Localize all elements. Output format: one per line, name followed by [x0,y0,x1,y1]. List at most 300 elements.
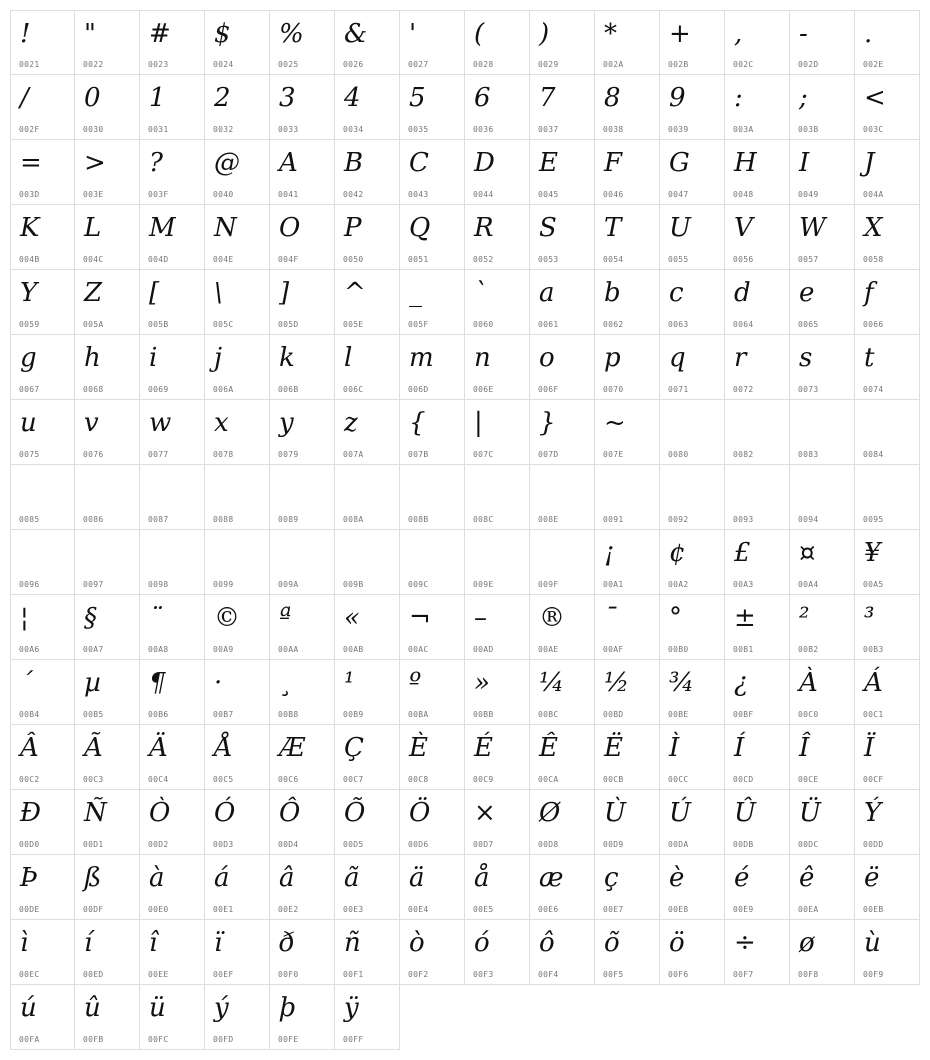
glyph-sample: } [539,408,556,438]
glyph-code-label: 00DE [19,905,40,914]
glyph-cell [270,530,335,595]
glyph-cell [335,465,400,530]
glyph-cell [660,75,725,140]
glyph-code-label: 0021 [19,60,40,69]
glyph-cell [855,75,920,140]
glyph-sample: K [20,213,40,243]
glyph-sample: ñ [344,928,361,958]
glyph-code-label: 003B [798,125,819,134]
glyph-code-label: 0053 [538,255,559,264]
glyph-sample: x [214,408,229,438]
glyph-sample: + [669,19,691,49]
glyph-sample: ª [279,603,292,633]
glyph-sample: ¢ [669,538,686,568]
glyph-sample: ç [604,863,619,893]
glyph-code-label: 00D0 [19,840,40,849]
glyph-sample: ¦ [20,603,29,633]
glyph-cell [660,400,725,465]
glyph-cell [335,660,400,725]
glyph-cell [595,920,660,985]
glyph-cell [10,205,75,270]
glyph-cell [855,10,920,75]
glyph-sample: õ [604,928,620,958]
glyph-code-label: 0040 [213,190,234,199]
glyph-cell [465,725,530,790]
glyph-cell [270,465,335,530]
glyph-sample: Ô [279,798,301,828]
glyph-sample: < [864,83,886,113]
glyph-sample: Z [84,278,103,308]
glyph-sample: Ý [864,798,882,828]
glyph-cell [75,205,140,270]
glyph-sample: î [149,928,158,958]
glyph-sample: Ü [799,798,821,828]
glyph-cell [465,855,530,920]
glyph-cell [725,530,790,595]
glyph-sample: J [864,148,875,178]
glyph-code-label: 00EF [213,970,234,979]
glyph-cell [595,725,660,790]
glyph-cell [725,140,790,205]
glyph-cell [595,465,660,530]
glyph-code-label: 007C [473,450,494,459]
glyph-sample: j [214,343,223,373]
glyph-code-label: 0027 [408,60,429,69]
glyph-sample: ú [20,993,37,1023]
glyph-cell [205,985,270,1050]
glyph-cell [75,75,140,140]
glyph-sample: Õ [344,798,366,828]
glyph-code-label: 0049 [798,190,819,199]
glyph-code-label: 00F6 [668,970,689,979]
glyph-cell [270,855,335,920]
glyph-cell [10,75,75,140]
glyph-cell [10,985,75,1050]
glyph-code-label: 00FF [343,1035,364,1044]
glyph-cell [465,790,530,855]
glyph-code-label: 00F1 [343,970,364,979]
glyph-sample: w [149,408,172,438]
glyph-cell [140,660,205,725]
glyph-cell [270,595,335,660]
glyph-sample: Ç [344,733,364,763]
glyph-cell [10,855,75,920]
glyph-sample: c [669,278,684,308]
glyph-code-label: 0030 [83,125,104,134]
glyph-cell [400,205,465,270]
glyph-sample: á [214,863,230,893]
glyph-sample: í [84,928,93,958]
glyph-sample: ë [864,863,880,893]
glyph-cell [140,465,205,530]
glyph-code-label: 0072 [733,385,754,394]
glyph-code-label: 0025 [278,60,299,69]
glyph-cell [335,10,400,75]
glyph-cell [140,920,205,985]
glyph-code-label: 00E4 [408,905,429,914]
glyph-cell [270,660,335,725]
glyph-sample: ( [474,19,485,49]
glyph-cell [725,270,790,335]
glyph-code-label: 0085 [19,515,40,524]
glyph-cell [790,855,855,920]
glyph-code-label: 0043 [408,190,429,199]
glyph-code-label: 00F8 [798,970,819,979]
glyph-code-label: 00CF [863,775,884,784]
glyph-sample: Ï [864,733,875,763]
glyph-cell [855,725,920,790]
glyph-code-label: 00F0 [278,970,299,979]
glyph-code-label: 0036 [473,125,494,134]
glyph-code-label: 003F [148,190,169,199]
glyph-code-label: 0033 [278,125,299,134]
glyph-sample: Å [214,733,233,763]
glyph-code-label: 0052 [473,255,494,264]
glyph-cell [790,400,855,465]
glyph-cell [660,335,725,400]
glyph-cell [725,400,790,465]
glyph-cell [335,920,400,985]
glyph-cell [400,75,465,140]
glyph-sample: ¾ [669,668,695,698]
glyph-code-label: 00CE [798,775,819,784]
glyph-code-label: 00AA [278,645,299,654]
glyph-sample: E [539,148,558,178]
glyph-code-label: 0055 [668,255,689,264]
glyph-sample: v [84,408,99,438]
glyph-sample: à [149,863,165,893]
glyph-cell [75,465,140,530]
glyph-sample: ï [214,928,223,958]
glyph-cell [205,400,270,465]
glyph-code-label: 0061 [538,320,559,329]
glyph-code-label: 00BD [603,710,624,719]
glyph-sample: P [344,213,362,243]
glyph-cell [465,530,530,595]
glyph-code-label: 003E [83,190,104,199]
glyph-code-label: 005B [148,320,169,329]
glyph-code-label: 00A3 [733,580,754,589]
glyph-sample: u [20,408,37,438]
glyph-sample: h [84,343,101,373]
glyph-code-label: 0080 [668,450,689,459]
glyph-code-label: 00AD [473,645,494,654]
glyph-code-label: 00D6 [408,840,429,849]
glyph-code-label: 005C [213,320,234,329]
glyph-code-label: 009C [408,580,429,589]
glyph-sample: 0 [84,83,101,113]
glyph-code-label: 007D [538,450,559,459]
glyph-cell [140,790,205,855]
glyph-cell [465,595,530,660]
glyph-cell [400,855,465,920]
glyph-cell [790,465,855,530]
glyph-sample: U [669,213,691,243]
glyph-code-label: 0038 [603,125,624,134]
glyph-cell [530,140,595,205]
glyph-code-label: 00FE [278,1035,299,1044]
glyph-sample: ø [799,928,815,958]
glyph-cell [140,335,205,400]
glyph-code-label: 004F [278,255,299,264]
glyph-sample: Ø [539,798,561,828]
glyph-code-label: 00A1 [603,580,624,589]
glyph-sample: Ù [604,798,626,828]
glyph-sample: b [604,278,621,308]
glyph-sample: e [799,278,815,308]
glyph-cell [140,205,205,270]
glyph-cell [10,530,75,595]
glyph-code-label: 0093 [733,515,754,524]
glyph-cell [140,75,205,140]
glyph-cell [140,985,205,1050]
glyph-sample: ¿ [734,668,748,698]
glyph-sample: 5 [409,83,426,113]
glyph-code-label: 002C [733,60,754,69]
glyph-cell [725,790,790,855]
glyph-cell [530,270,595,335]
glyph-sample: ' [409,19,417,49]
glyph-cell [725,920,790,985]
glyph-sample: T [604,213,622,243]
glyph-sample: ä [409,863,425,893]
glyph-code-label: 00E8 [668,905,689,914]
glyph-code-label: 00B1 [733,645,754,654]
glyph-cell [530,725,595,790]
glyph-cell [465,335,530,400]
glyph-sample: ¯ [604,603,617,633]
glyph-sample: M [149,213,176,243]
glyph-sample: 1 [149,83,166,113]
glyph-cell [335,140,400,205]
glyph-cell [75,10,140,75]
glyph-code-label: 008E [538,515,559,524]
glyph-cell [530,530,595,595]
glyph-cell [75,400,140,465]
glyph-code-label: 006C [343,385,364,394]
glyph-sample: z [344,408,358,438]
glyph-cell [270,790,335,855]
glyph-cell [855,205,920,270]
glyph-code-label: 00B6 [148,710,169,719]
glyph-cell [465,140,530,205]
glyph-code-label: 006E [473,385,494,394]
glyph-cell [530,660,595,725]
glyph-cell [335,790,400,855]
glyph-sample: ¹ [344,668,355,698]
glyph-cell [725,205,790,270]
glyph-cell [400,660,465,725]
glyph-code-label: 00C9 [473,775,494,784]
glyph-cell [140,400,205,465]
glyph-sample: ^ [344,278,366,308]
glyph-cell [855,855,920,920]
glyph-sample: m [409,343,434,373]
glyph-cell [660,790,725,855]
glyph-code-label: 00B5 [83,710,104,719]
glyph-code-label: 005D [278,320,299,329]
glyph-code-label: 00B0 [668,645,689,654]
glyph-cell [855,465,920,530]
glyph-sample: 3 [279,83,296,113]
glyph-code-label: 006F [538,385,559,394]
glyph-code-label: 0087 [148,515,169,524]
glyph-code-label: 0041 [278,190,299,199]
glyph-sample: F [604,148,623,178]
glyph-code-label: 004E [213,255,234,264]
glyph-code-label: 00CB [603,775,624,784]
glyph-code-label: 00C2 [19,775,40,784]
glyph-code-label: 00FB [83,1035,104,1044]
glyph-cell [75,140,140,205]
glyph-cell [530,335,595,400]
glyph-code-label: 00EC [19,970,40,979]
glyph-cell [595,400,660,465]
glyph-cell [270,75,335,140]
glyph-sample: ° [669,603,682,633]
glyph-cell [595,140,660,205]
glyph-cell [790,595,855,660]
glyph-sample: ~ [604,408,626,438]
glyph-cell [855,400,920,465]
glyph-code-label: 00BB [473,710,494,719]
glyph-code-label: 007A [343,450,364,459]
glyph-cell [270,205,335,270]
glyph-code-label: 0099 [213,580,234,589]
glyph-sample: Ó [214,798,236,828]
glyph-sample: * [604,19,617,49]
glyph-cell [725,75,790,140]
glyph-code-label: 0077 [148,450,169,459]
glyph-sample: 9 [669,83,686,113]
glyph-sample: â [279,863,295,893]
glyph-sample: è [669,863,685,893]
glyph-code-label: 00E0 [148,905,169,914]
glyph-sample: y [279,408,294,438]
glyph-cell [400,270,465,335]
glyph-code-label: 00D5 [343,840,364,849]
glyph-cell [855,270,920,335]
glyph-code-label: 0074 [863,385,884,394]
glyph-sample: ß [84,863,102,893]
glyph-cell [530,595,595,660]
glyph-cell [595,530,660,595]
glyph-code-label: 00D1 [83,840,104,849]
glyph-cell [790,660,855,725]
glyph-cell [465,660,530,725]
glyph-code-label: 0029 [538,60,559,69]
glyph-cell [790,205,855,270]
glyph-sample: æ [539,863,564,893]
glyph-cell [205,660,270,725]
glyph-code-label: 002D [798,60,819,69]
glyph-sample: Ú [669,798,691,828]
glyph-sample: 2 [214,83,231,113]
glyph-code-label: 005F [408,320,429,329]
glyph-sample: ô [539,928,555,958]
glyph-code-label: 00A7 [83,645,104,654]
glyph-code-label: 00F2 [408,970,429,979]
glyph-code-label: 003A [733,125,754,134]
glyph-sample: Ê [539,733,558,763]
glyph-code-label: 00D2 [148,840,169,849]
glyph-code-label: 002A [603,60,624,69]
glyph-sample: _ [409,278,422,308]
glyph-cell [790,725,855,790]
glyph-sample: f [864,278,874,308]
glyph-sample: ¥ [864,538,881,568]
glyph-cell [530,400,595,465]
glyph-code-label: 00B2 [798,645,819,654]
glyph-code-label: 008C [473,515,494,524]
glyph-code-label: 0023 [148,60,169,69]
glyph-cell [400,530,465,595]
glyph-cell [270,140,335,205]
glyph-sample: Á [864,668,883,698]
glyph-code-label: 0060 [473,320,494,329]
glyph-code-label: 00E7 [603,905,624,914]
glyph-sample: { [409,408,426,438]
glyph-code-label: 0054 [603,255,624,264]
glyph-sample: 7 [539,83,556,113]
glyph-grid [10,10,920,1050]
glyph-code-label: 0034 [343,125,364,134]
glyph-sample: ² [799,603,810,633]
glyph-code-label: 004A [863,190,884,199]
glyph-code-label: 0086 [83,515,104,524]
glyph-cell [10,10,75,75]
glyph-sample: I [799,148,810,178]
glyph-cell [270,270,335,335]
glyph-code-label: 0064 [733,320,754,329]
glyph-sample: S [539,213,557,243]
glyph-code-label: 004B [19,255,40,264]
glyph-sample: ½ [604,668,630,698]
glyph-cell [530,75,595,140]
glyph-cell [75,530,140,595]
glyph-code-label: 0083 [798,450,819,459]
glyph-code-label: 00BF [733,710,754,719]
glyph-code-label: 00B8 [278,710,299,719]
glyph-code-label: 002E [863,60,884,69]
glyph-sample: s [799,343,813,373]
glyph-sample: µ [84,668,101,698]
glyph-cell [660,660,725,725]
glyph-cell [465,205,530,270]
glyph-cell [10,595,75,660]
glyph-code-label: 0069 [148,385,169,394]
glyph-cell [725,335,790,400]
glyph-code-label: 0035 [408,125,429,134]
glyph-cell [335,985,400,1050]
glyph-code-label: 00C7 [343,775,364,784]
glyph-code-label: 007B [408,450,429,459]
glyph-code-label: 0075 [19,450,40,459]
glyph-code-label: 0076 [83,450,104,459]
glyph-sample: t [864,343,875,373]
glyph-code-label: 0047 [668,190,689,199]
glyph-cell [75,660,140,725]
glyph-cell [335,75,400,140]
glyph-sample: ÷ [734,928,756,958]
glyph-cell [10,400,75,465]
glyph-code-label: 00C6 [278,775,299,784]
glyph-sample: " [84,19,96,49]
glyph-cell [465,270,530,335]
glyph-cell [335,855,400,920]
glyph-cell [205,10,270,75]
glyph-sample: ³ [864,603,875,633]
